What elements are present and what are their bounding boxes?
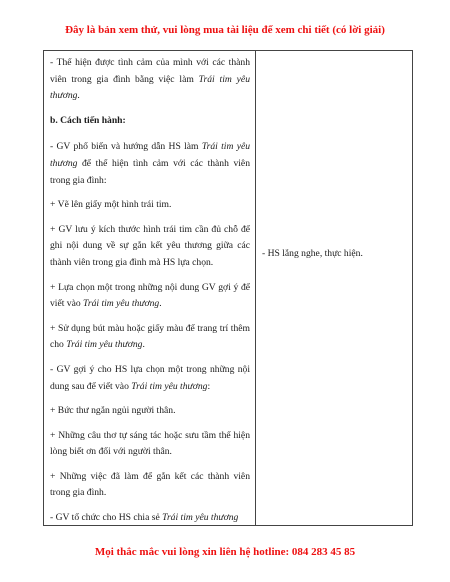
instruction-paragraph: - GV phổ biến và hướng dẫn HS làm Trái tim yêu thương để thể hiện tình cảm với các thành viên trong gia đình: xyxy=(50,141,251,186)
section-heading: b. Cách tiến hành: xyxy=(50,114,126,126)
suggestion-poems: + Những câu thơ tự sáng tác hoặc sưu tầm thể hiện lòng biết ơn đối với người thân. xyxy=(50,429,250,458)
sharing-paragraph: - GV tổ chức cho HS chia sẻ Trái tim yêu thương xyxy=(50,512,239,524)
lesson-table xyxy=(43,50,413,526)
preview-notice-banner: Đây là bản xem thử, vui lòng mua tài liệu để xem chi tiết (có lời giải) xyxy=(65,24,385,36)
student-activity-column xyxy=(256,51,412,525)
hotline-notice-banner: Mọi thắc mắc vui lòng xin liên hệ hotline: 084 283 45 85 xyxy=(94,546,356,558)
teacher-activity-column xyxy=(44,51,256,525)
step-decorate: + Sử dụng bút màu hoặc giấy màu để trang trí thêm cho Trái tim yêu thương. xyxy=(50,322,250,351)
suggestion-letter: + Bức thư ngắn ngủi người thân. xyxy=(50,405,176,417)
step-choose-content: + Lựa chọn một trong những nội dung GV gợi ý để viết vào Trái tim yêu thương. xyxy=(50,281,250,310)
student-response-text: - HS lắng nghe, thực hiện. xyxy=(262,248,363,259)
step-draw-heart: + Vẽ lên giấy một hình trái tim. xyxy=(50,199,172,211)
suggestion-paragraph: - GV gợi ý cho HS lựa chọn một trong những nội dung sau để viết vào Trái tim yêu thương: xyxy=(50,363,250,392)
step-size-note: + GV lưu ý kích thước hình trái tim cần đủ chỗ để ghi nội dung về sự gắn kết yêu thương giữa các thành viên trong gia đình mà HS lựa chọn. xyxy=(50,223,250,268)
suggestion-actions: + Những việc đã làm để gắn kết các thành viên trong gia đình. xyxy=(50,470,250,499)
objective-paragraph: - Thể hiện được tình cảm của mình với các thành viên trong gia đình bằng việc làm Trái tim yêu thương. xyxy=(50,57,250,102)
